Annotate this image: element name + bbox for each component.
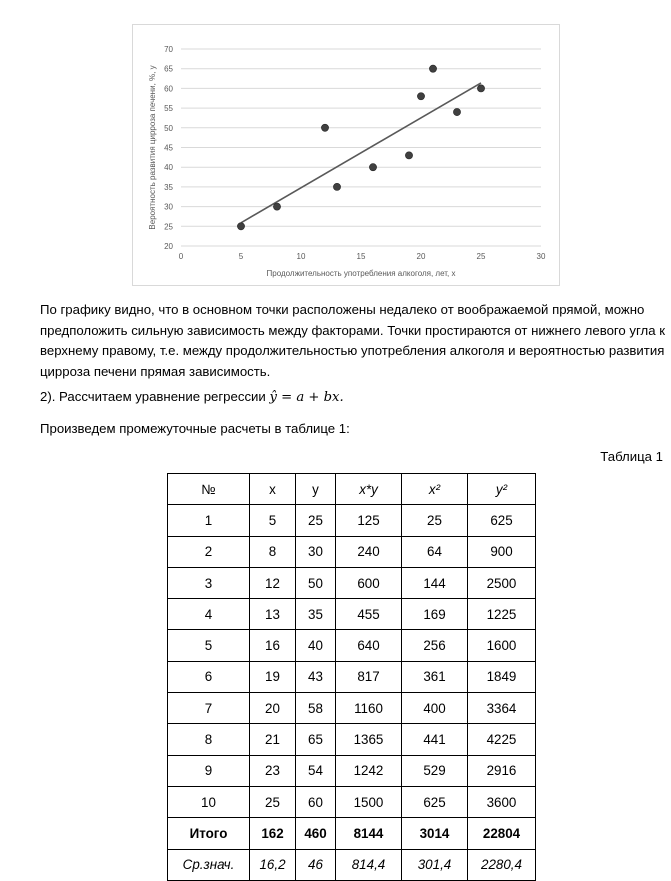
table-cell: 455 [336,599,402,630]
table-cell: 529 [402,755,468,786]
data-point [333,183,340,190]
table-cell: 900 [468,536,536,567]
table-body [168,505,536,881]
table-cell: 256 [402,630,468,661]
table-cell: 1849 [468,661,536,692]
x-tick-label: 5 [238,252,244,261]
table-cell: 35 [296,599,336,630]
data-point [453,108,460,115]
table-cell: 50 [296,567,336,598]
header-cell: x² [402,474,468,505]
chart-grid [181,49,541,246]
table-cell: 1365 [336,724,402,755]
table-cell: 46 [296,849,336,880]
table-cell: 30 [296,536,336,567]
table-header-row [168,474,536,505]
table-cell: 20 [250,693,296,724]
regression-text: 2). Рассчитаем уравнение регрессии [40,389,270,404]
table-row [168,630,536,661]
table-cell: 54 [296,755,336,786]
table-cell: 625 [468,505,536,536]
table-cell: Итого [168,818,250,849]
table-cell: 8 [250,536,296,567]
table-cell: 361 [402,661,468,692]
table-cell: 1160 [336,693,402,724]
table-cell: 13 [250,599,296,630]
header-cell: № [168,474,250,505]
data-point [429,65,436,72]
header-cell: y² [468,474,536,505]
table-cell: 240 [336,536,402,567]
table-cell: 16 [250,630,296,661]
y-tick-label: 40 [164,163,173,173]
data-point [477,85,484,92]
calc-table [167,473,536,881]
scatter-chart [132,24,560,286]
table-cell: 125 [336,505,402,536]
table-row [168,755,536,786]
y-tick-label: 50 [164,123,173,133]
data-point [237,223,244,230]
y-tick-label: 70 [164,45,173,54]
table-cell: 162 [250,818,296,849]
y-tick-label: 35 [164,182,173,192]
table-cell: 64 [402,536,468,567]
table-cell: 169 [402,599,468,630]
table-cell: 817 [336,661,402,692]
table-cell: 301,4 [402,849,468,880]
y-tick-label: 30 [164,202,173,212]
table-cell: 460 [296,818,336,849]
table-cell: 25 [250,786,296,817]
y-tick-label: 55 [164,104,173,114]
table-cell: 8144 [336,818,402,849]
table-cell: 3364 [468,693,536,724]
y-axis-label: Вероятность развития цирроза печени, %, y [148,65,157,230]
table-cell: 3014 [402,818,468,849]
x-axis-label: Продолжительность употребления алкоголя, лет, x [266,269,456,278]
table-cell: 2280,4 [468,849,536,880]
x-tick-label: 15 [356,252,366,261]
table-cell: 19 [250,661,296,692]
table-cell: 16,2 [250,849,296,880]
table-row [168,724,536,755]
table-cell: 441 [402,724,468,755]
table-cell: 58 [296,693,336,724]
x-tick-label: 20 [416,252,426,261]
table-cell: 21 [250,724,296,755]
table-cell: 400 [402,693,468,724]
table-cell: 10 [168,786,250,817]
table-cell: 2500 [468,567,536,598]
table-cell: 625 [402,786,468,817]
table-cell: 1 [168,505,250,536]
regression-formula: ŷ = a + bx. [269,390,344,405]
table-cell: 3600 [468,786,536,817]
y-tick-label: 60 [164,84,173,94]
table-cell: 65 [296,724,336,755]
header-cell: x*y [336,474,402,505]
table-cell: 4 [168,599,250,630]
table-row [168,661,536,692]
table-cell: 8 [168,724,250,755]
data-point [321,124,328,131]
table-cell: 60 [296,786,336,817]
table-cell: 3 [168,567,250,598]
x-tick-label: 25 [476,252,486,261]
x-tick-labels [179,252,546,261]
x-tick-label: 30 [536,252,546,261]
table-cell: 22804 [468,818,536,849]
x-tick-label: 10 [296,252,306,261]
data-point [369,164,376,171]
conclusion-paragraph: По графику видно, что в основном точки расположены недалеко от воображаемой прямой, можно предположить сильную зависимость между факторами. Точки простираются от нижнего левого угла к верхнему правому, т.е. между продолжительностью употребления алкоголя и вероятностью развития цирроза печени прямая зависимость. [40,302,665,379]
table-cell: 40 [296,630,336,661]
table-cell: 5 [168,630,250,661]
table-cell: 2 [168,536,250,567]
table-cell: 640 [336,630,402,661]
data-point [273,203,280,210]
table-cell: 144 [402,567,468,598]
header-cell: y [296,474,336,505]
table-total-row [168,818,536,849]
table-row [168,536,536,567]
calc-intro-paragraph: Произведем промежуточные расчеты в таблице 1: [40,421,350,436]
y-tick-label: 20 [164,242,173,251]
y-tick-label: 25 [164,222,173,232]
table-row [168,505,536,536]
regression-paragraph [40,387,666,409]
data-point [405,152,412,159]
table-cell: 9 [168,755,250,786]
table-cell: Ср.знач. [168,849,250,880]
table-cell: 23 [250,755,296,786]
table-cell: 1500 [336,786,402,817]
table-cell: 25 [402,505,468,536]
table-cell: 1225 [468,599,536,630]
header-cell: x [250,474,296,505]
table-average-row [168,849,536,880]
trend-line [241,83,481,223]
table-cell: 2916 [468,755,536,786]
table-cell: 1600 [468,630,536,661]
y-tick-label: 45 [164,143,173,153]
x-tick-label: 0 [178,252,184,261]
table-cell: 43 [296,661,336,692]
table-row [168,786,536,817]
table-cell: 25 [296,505,336,536]
table-caption: Таблица 1 [600,449,663,464]
table-cell: 1242 [336,755,402,786]
table-cell: 7 [168,693,250,724]
table-cell: 600 [336,567,402,598]
table-cell: 814,4 [336,849,402,880]
table-cell: 5 [250,505,296,536]
table-row [168,693,536,724]
table-cell: 12 [250,567,296,598]
y-tick-label: 65 [164,64,173,74]
scatter-chart-svg [133,25,561,287]
data-point [417,93,424,100]
table-row [168,567,536,598]
y-tick-labels [164,45,173,251]
table-row [168,599,536,630]
table-cell: 4225 [468,724,536,755]
table-cell: 6 [168,661,250,692]
